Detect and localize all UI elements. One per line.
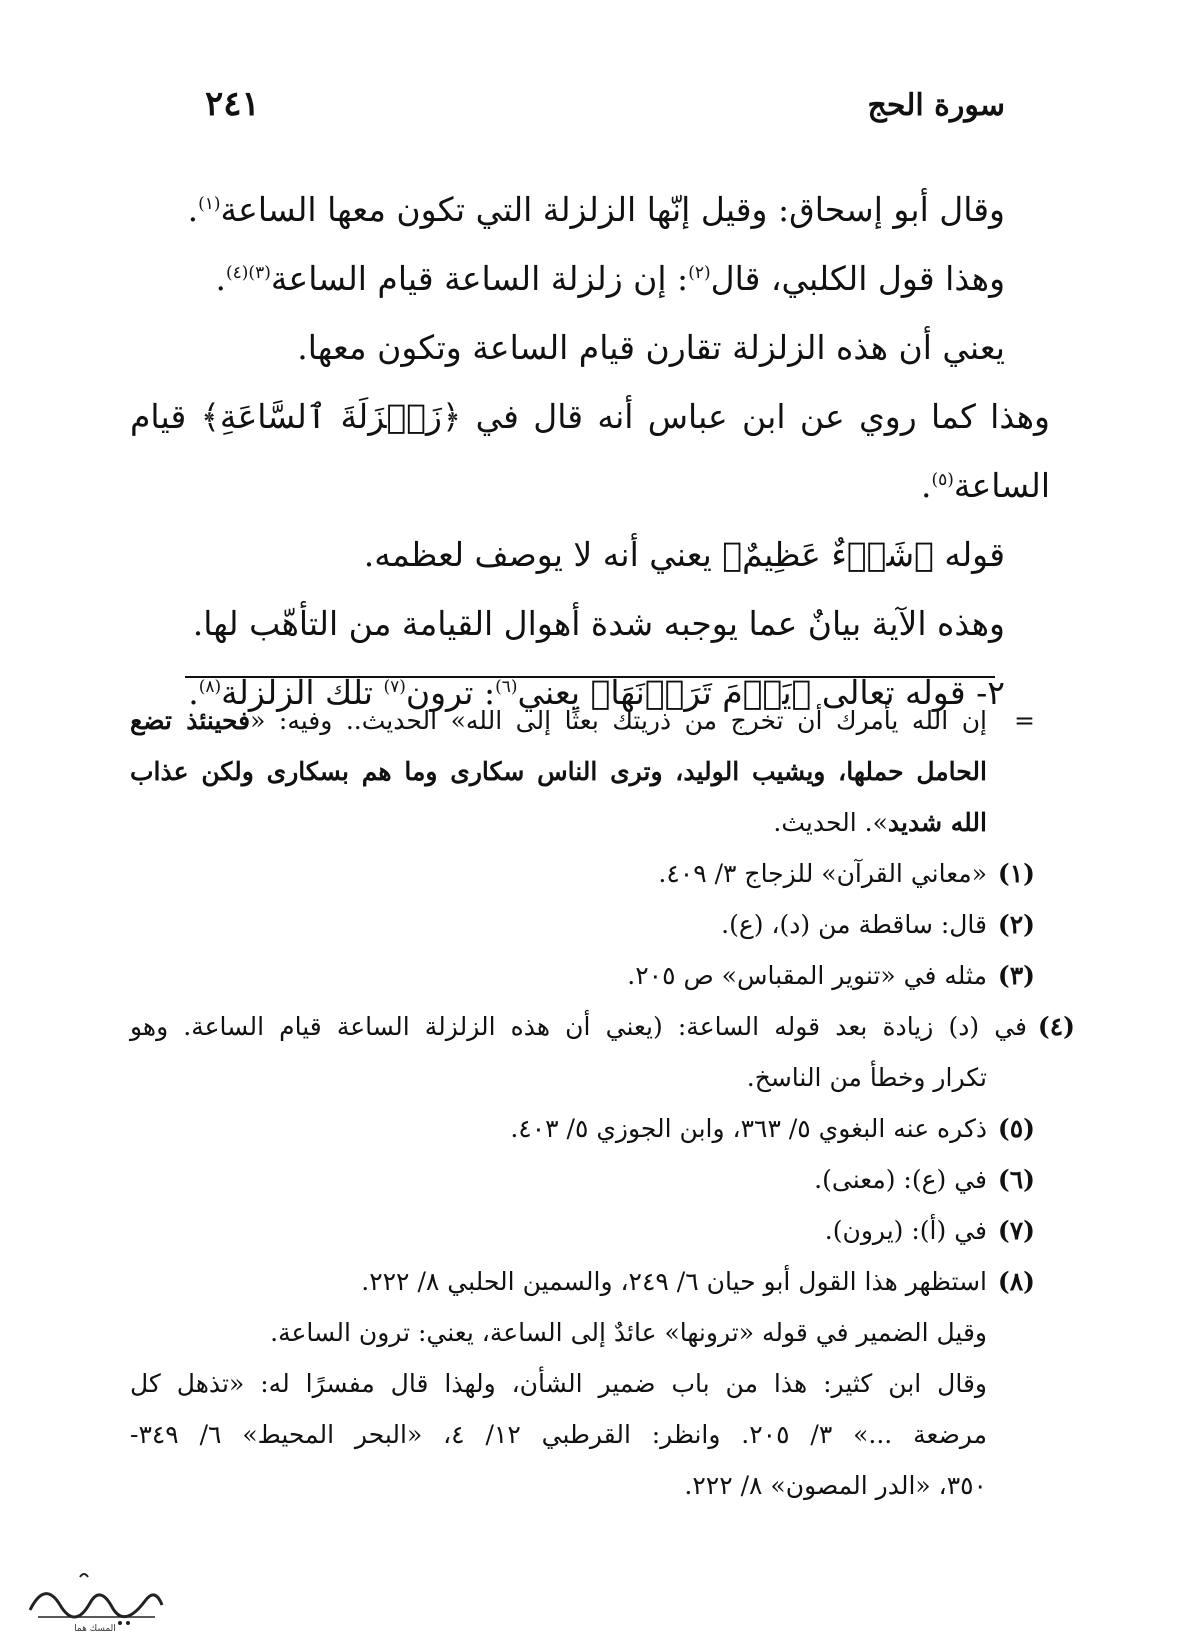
- footnote-2: (٢)قال: ساقطة من (د)، (ع).: [721, 910, 1035, 939]
- footnote-ref-3: (٣): [248, 263, 271, 283]
- quran-quote: ﴿يَوۡمَ تَرَوۡنَهَا﴾: [590, 673, 812, 712]
- footnote-ref-2: (٢): [688, 263, 711, 283]
- main-line-2: وهذا قول الكلبي، قال$^{(٢)}$: إن زلزلة الساعة قيام الساعة$^{(٣)(٤)}$.: [215, 259, 1005, 298]
- continuation-line-3: الله شديد». الحديث.: [773, 808, 987, 837]
- footnote-4: (٤)في (د) زيادة بعد قوله الساعة: (يعني أن هذه الزلزلة الساعة قيام الساعة. وهو: [130, 1012, 1075, 1041]
- quran-quote: ﴿زَلۡزَلَةَ ٱلسَّاعَةِ﴾: [200, 397, 462, 436]
- footnote-ref-8: (٨): [198, 677, 222, 697]
- footnote-ref-6: (٦): [495, 677, 518, 697]
- publisher-logo: [20, 1565, 170, 1635]
- footnote-5: (٥)ذكره عنه البغوي ٥/ ٣٦٣، وابن الجوزي ٥/ ٤٠٣.: [510, 1114, 1035, 1143]
- surah-title: سورة الحج: [867, 88, 1005, 123]
- main-line-3: يعني أن هذه الزلزلة تقارن قيام الساعة وتكون معها.: [297, 328, 1005, 367]
- main-line-1: وقال أبو إسحاق: وقيل إنّها الزلزلة التي تكون معها الساعة$^{(١)}$.: [187, 190, 1005, 229]
- page-header: [135, 84, 1005, 148]
- footnote-8-line-5: ٣٥٠، «الدر المصون» ٨/ ٢٢٢.: [684, 1471, 987, 1500]
- main-line-4: وهذا كما روي عن ابن عباس أنه قال في ﴿زَلۡزَلَةَ ٱلسَّاعَةِ﴾ قيام: [130, 397, 1050, 436]
- footnotes: [130, 695, 1075, 1511]
- continuation-line-1: =إن الله يأمرك أن تخرج من ذريتك بعثًا إلى الله» الحديث.. وفيه: «فحينئذ تضع: [130, 695, 1035, 746]
- footnote-4-line-2: تكرار وخطأ من الناسخ.: [746, 1063, 987, 1092]
- footnote-ref-5: (٥): [931, 470, 954, 490]
- footnote-8-line-3: وقال ابن كثير: هذا من باب ضمير الشأن، ولهذا قال مفسرًا له: «تذهل كل: [130, 1369, 987, 1398]
- footnote-ref-4: (٤): [226, 263, 249, 283]
- main-line-7: وهذه الآية بيانٌ عما يوجبه شدة أهوال القيامة من التأهّب لها.: [192, 604, 1005, 643]
- quran-quote: ﴿شَيۡءٌ عَظِيمٌ﴾: [722, 535, 934, 574]
- footnote-6: (٦)في (ع): (معنى).: [814, 1165, 1035, 1194]
- continuation-marker: =: [1014, 706, 1035, 735]
- footnote-1: (١)«معاني القرآن» للزجاج ٣/ ٤٠٩.: [658, 859, 1035, 888]
- calligraphy-logo-icon: [20, 1565, 170, 1635]
- footnote-ref-7: (٧): [383, 677, 406, 697]
- main-line-5: الساعة$^{(٥)}$.: [920, 466, 1050, 505]
- footnote-8: (٨)استظهر هذا القول أبو حيان ٦/ ٢٤٩، والسمين الحلبي ٨/ ٢٢٢.: [361, 1267, 1035, 1296]
- footnote-8-line-4: مرضعة ...» ٣/ ٢٠٥. وانظر: القرطبي ١٢/ ٤، «البحر المحيط» ٦/ ٣٤٩-: [130, 1420, 987, 1449]
- footnote-ref-1: (١): [198, 194, 221, 214]
- footnote-separator: [185, 676, 995, 678]
- footnote-7: (٧)في (أ): (يرون).: [824, 1216, 1035, 1245]
- svg-text:المسك هما: المسك هما: [74, 1624, 116, 1634]
- main-text: [130, 175, 1050, 727]
- footnote-8-line-2: وقيل الضمير في قوله «ترونها» عائدٌ إلى الساعة، يعني: ترون الساعة.: [270, 1318, 987, 1347]
- main-line-6: قوله ﴿شَيۡءٌ عَظِيمٌ﴾ يعني أنه لا يوصف لعظمه.: [363, 535, 1005, 574]
- page-number: ٢٤١: [205, 84, 260, 124]
- main-line-8: ٢- قوله تعالى ﴿يَوۡمَ تَرَوۡنَهَا﴾ يعني$^{(٦)}$: ترون$^{(٧)}$ تلك الزلزلة$^{(٨)}$.: [188, 673, 1005, 712]
- continuation-line-2: الحامل حملها، ويشيب الوليد، وترى الناس سكارى وما هم بسكارى ولكن عذاب: [130, 757, 987, 786]
- footnote-3: (٣)مثله في «تنوير المقباس» ص ٢٠٥.: [627, 961, 1035, 990]
